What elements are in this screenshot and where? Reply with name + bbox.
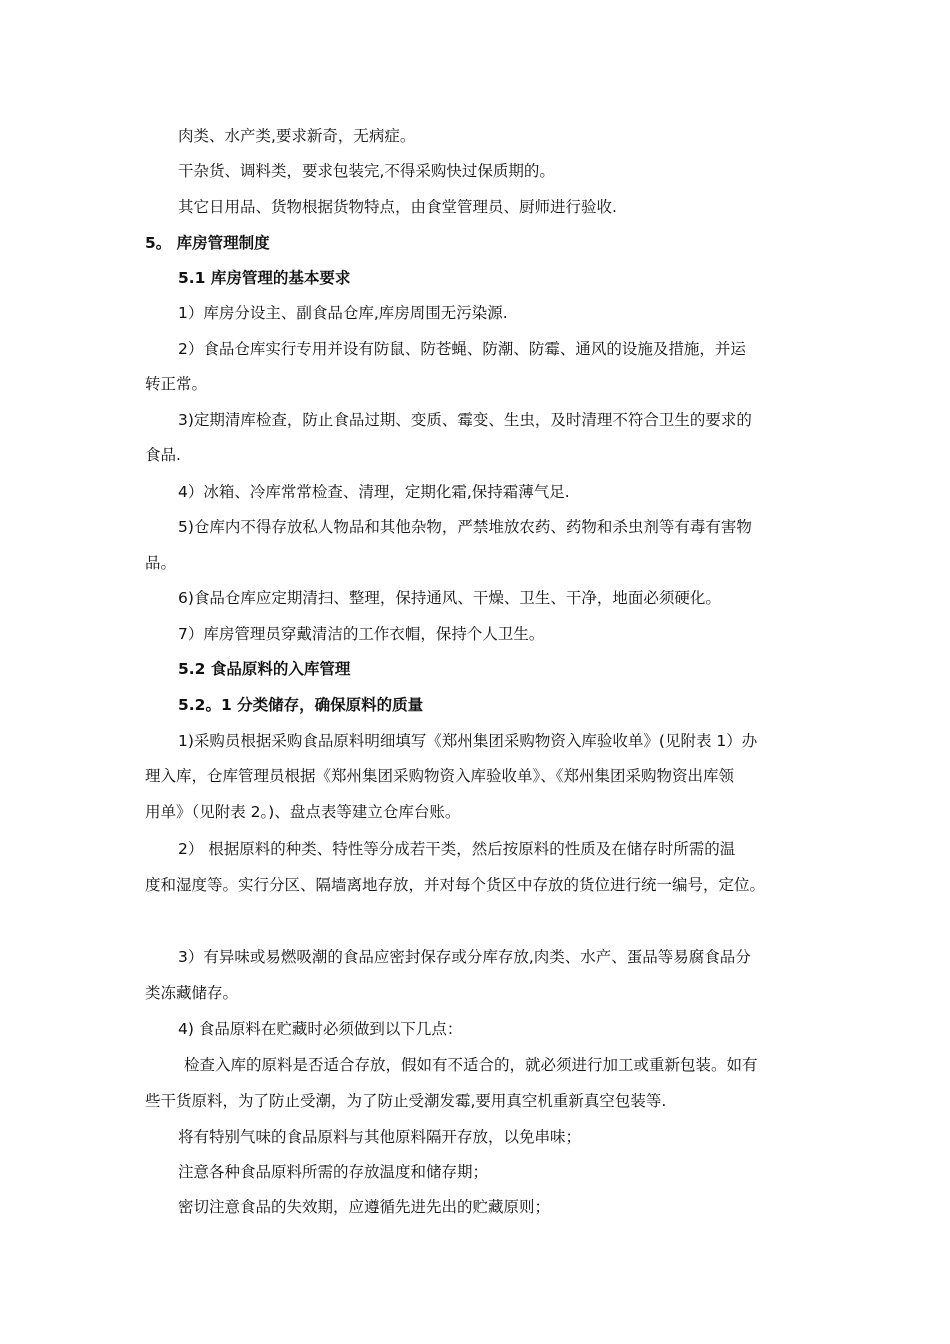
text-line: 干杂货、调料类，要求包装完,不得采购快过保质期的。	[178, 162, 555, 180]
text-line: 2）食品仓库实行专用并设有防鼠、防苍蝇、防潮、防霉、通风的设施及措施，并运	[178, 340, 746, 358]
text-line: 4）冰箱、冷库常常检查、清理，定期化霜,保持霜薄气足.	[178, 483, 570, 501]
text-line: 食品.	[145, 446, 181, 464]
text-line: 6)食品仓库应定期清扫、整理，保持通风、干燥、卫生、干净，地面必须硬化。	[178, 589, 721, 607]
text-line: 将有特别气味的食品原料与其他原料隔开存放，以免串味；	[178, 1128, 582, 1146]
text-line: 些干货原料，为了防止受潮，为了防止受潮发霉,要用真空机重新真空包装等.	[145, 1092, 667, 1110]
text-line: 度和湿度等。实行分区、隔墙离地存放，并对每个货区中存放的货位进行统一编号，定位。	[145, 876, 766, 894]
section-heading: 5。 库房管理制度	[145, 234, 270, 252]
text-line: 3）有异味或易燃吸潮的食品应密封保存或分库存放,肉类、水产、蛋品等易腐食品分	[178, 948, 751, 966]
subsection-heading: 5.1 库房管理的基本要求	[178, 269, 351, 287]
text-line: 1）库房分设主、副食品仓库,库房周围无污染源.	[178, 304, 508, 322]
subsection-heading: 5.2 食品原料的入库管理	[178, 660, 351, 678]
text-line: 3)定期清库检查，防止食品过期、变质、霉变、生虫，及时清理不符合卫生的要求的	[178, 411, 752, 429]
text-line: 理入库，仓库管理员根据《郑州集团采购物资入库验收单》、《郑州集团采购物资出库领	[145, 767, 735, 785]
text-line: 用单》（见附表 2。)、盘点表等建立仓库台账。	[145, 803, 461, 821]
text-line: 注意各种食品原料所需的存放温度和储存期；	[178, 1163, 489, 1181]
text-line: 2） 根据原料的种类、特性等分成若干类，然后按原料的性质及在储存时所需的温	[178, 840, 736, 858]
text-line: 4) 食品原料在贮藏时必须做到以下几点：	[178, 1020, 463, 1038]
text-line: 肉类、水产类,要求新奇，无病症。	[178, 127, 416, 145]
text-line: 品。	[145, 554, 177, 572]
text-line: 检查入库的原料是否适合存放，假如有不适合的，就必须进行加工或重新包装。如有	[184, 1056, 758, 1074]
subsection-heading: 5.2。1 分类储存，确保原料的质量	[178, 696, 424, 714]
text-line: 7）库房管理员穿戴清洁的工作衣帽，保持个人卫生。	[178, 625, 545, 643]
text-line: 类冻藏储存。	[145, 984, 239, 1002]
text-line: 5)仓库内不得存放私人物品和其他杂物，严禁堆放农药、药物和杀虫剂等有毒有害物	[178, 518, 752, 536]
text-line: 转正常。	[145, 375, 208, 393]
text-line: 密切注意食品的失效期，应遵循先进先出的贮藏原则；	[178, 1198, 551, 1216]
text-line: 1)采购员根据采购食品原料明细填写《郑州集团采购物资入库验收单》(见附表 1）办	[178, 732, 758, 750]
text-line: 其它日用品、货物根据货物特点，由食堂管理员、厨师进行验收.	[178, 198, 617, 216]
